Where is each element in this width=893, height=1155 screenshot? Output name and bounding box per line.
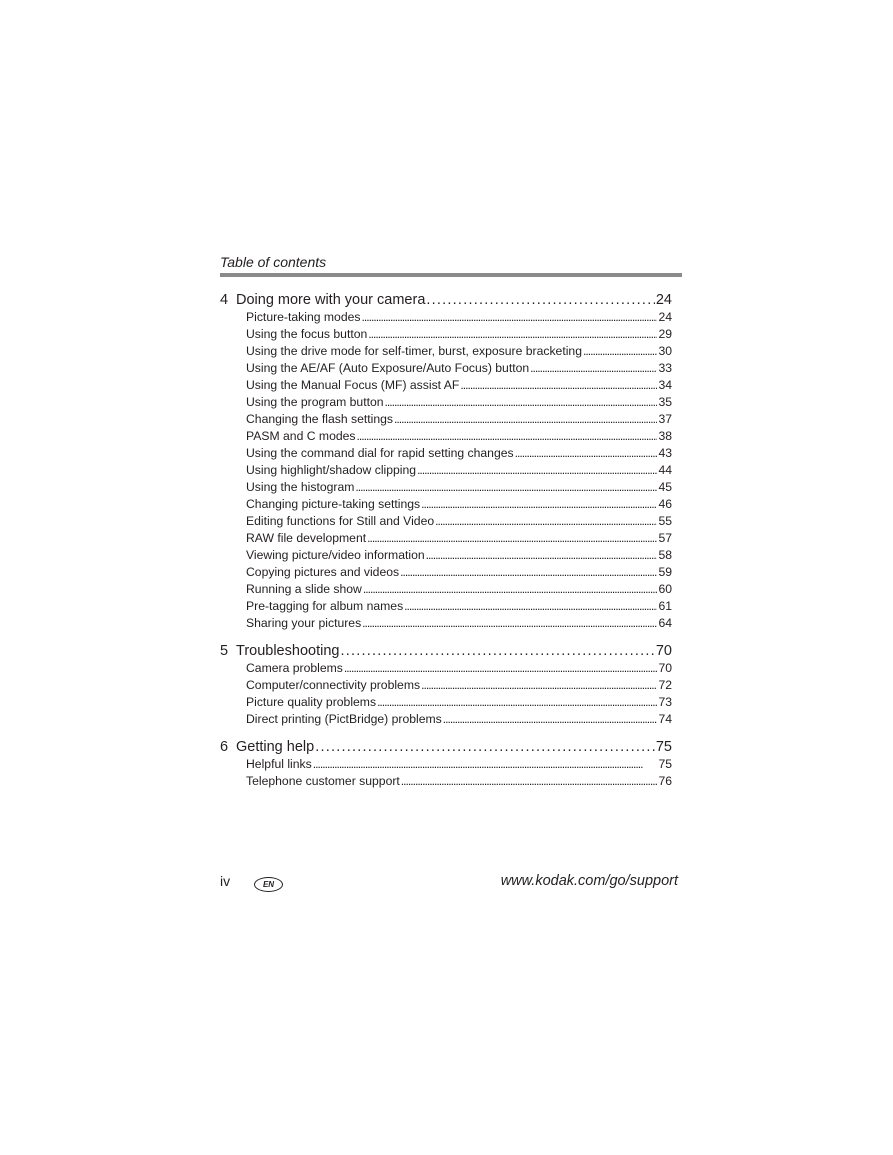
toc-entry-page-number: 29	[658, 327, 672, 341]
toc-entry-page-number: 70	[658, 661, 672, 675]
chapter-title: Getting help	[236, 739, 315, 755]
toc-entry-title: Running a slide show	[246, 582, 362, 596]
toc-entry-page-number: 64	[658, 616, 672, 630]
chapter-number: 6	[220, 739, 229, 755]
toc-entry-page-number: 57	[658, 531, 672, 545]
dot-leader	[401, 773, 658, 790]
toc-entry-title: Pre-tagging for album names	[246, 599, 404, 613]
toc-entry-title: Using the Manual Focus (MF) assist AF	[246, 378, 460, 392]
dot-leader	[368, 326, 657, 343]
toc-entry-page-number: 59	[658, 565, 672, 579]
dot-leader	[426, 291, 654, 310]
dot-leader	[515, 445, 658, 462]
toc-entry-page-number: 73	[658, 695, 672, 709]
toc-entry[interactable]	[220, 377, 672, 394]
chapter-page-number: 75	[655, 739, 672, 755]
toc-entry-page-number: 44	[658, 463, 672, 477]
dot-leader	[443, 711, 658, 728]
toc-chapter	[220, 642, 672, 728]
toc-entry-page-number: 33	[658, 361, 672, 375]
dot-leader	[426, 547, 658, 564]
chapter-title: Doing more with your camera	[236, 292, 426, 308]
toc-entry[interactable]	[220, 598, 672, 615]
toc-chapter-heading[interactable]	[220, 291, 672, 310]
toc-entry[interactable]	[220, 445, 672, 462]
toc-entry-title: Changing the flash settings	[246, 412, 394, 426]
toc-entry-page-number: 24	[658, 310, 672, 324]
toc-entry[interactable]	[220, 411, 672, 428]
toc-entry[interactable]	[220, 326, 672, 343]
toc-entry[interactable]	[220, 513, 672, 530]
toc-entry-title: Picture quality problems	[246, 695, 377, 709]
toc-entry-page-number: 72	[658, 678, 672, 692]
toc-entry-page-number: 38	[658, 429, 672, 443]
toc-entry-title: Using the drive mode for self-timer, burst, exposure bracketing	[246, 344, 582, 358]
dot-leader	[385, 394, 658, 411]
dot-leader	[344, 660, 658, 677]
toc-entry-page-number: 75	[658, 757, 672, 771]
toc-entry-page-number: 74	[658, 712, 672, 726]
toc-entry-page-number: 45	[658, 480, 672, 494]
dot-leader	[367, 530, 657, 547]
toc-entry-page-number: 46	[658, 497, 672, 511]
dot-leader	[313, 756, 658, 773]
dot-leader	[377, 694, 657, 711]
toc-entry-title: Copying pictures and videos	[246, 565, 400, 579]
toc-entry-title: Picture-taking modes	[246, 310, 361, 324]
toc-entry[interactable]	[220, 756, 672, 773]
dot-leader	[435, 513, 657, 530]
dot-leader	[460, 377, 657, 394]
toc-chapter	[220, 291, 672, 632]
toc-entry-title: Computer/connectivity problems	[246, 678, 421, 692]
chapter-page-number: 24	[655, 292, 672, 308]
dot-leader	[530, 360, 657, 377]
dot-leader	[404, 598, 657, 615]
toc-entry-title: Telephone customer support	[246, 774, 400, 788]
toc-entry-page-number: 35	[658, 395, 672, 409]
toc-entry[interactable]	[220, 309, 672, 326]
dot-leader	[421, 677, 657, 694]
dot-leader	[362, 615, 657, 632]
toc-entry-page-number: 43	[658, 446, 672, 460]
chapter-number: 5	[220, 643, 229, 659]
toc-entry[interactable]	[220, 677, 672, 694]
dot-leader	[361, 309, 657, 326]
toc-entry[interactable]	[220, 711, 672, 728]
header-rule	[220, 273, 682, 277]
chapter-title: Troubleshooting	[236, 643, 340, 659]
toc-entry-title: Using highlight/shadow clipping	[246, 463, 417, 477]
toc-entry[interactable]	[220, 773, 672, 790]
toc-entry[interactable]	[220, 360, 672, 377]
toc-entry-page-number: 55	[658, 514, 672, 528]
dot-leader	[340, 642, 654, 661]
toc-entry[interactable]	[220, 343, 672, 360]
toc-entry[interactable]	[220, 479, 672, 496]
toc-entry-page-number: 76	[658, 774, 672, 788]
toc-entry-title: Using the program button	[246, 395, 384, 409]
toc-chapter	[220, 738, 672, 790]
toc-entry-title: Using the focus button	[246, 327, 368, 341]
toc-entry[interactable]	[220, 462, 672, 479]
toc-entry-title: Using the histogram	[246, 480, 355, 494]
dot-leader	[394, 411, 657, 428]
toc-entry-page-number: 61	[658, 599, 672, 613]
toc-entry-page-number: 60	[658, 582, 672, 596]
toc-entry-title: Changing picture-taking settings	[246, 497, 421, 511]
toc-entry-title: Editing functions for Still and Video	[246, 514, 435, 528]
toc-entry[interactable]	[220, 615, 672, 632]
toc-entry-title: Viewing picture/video information	[246, 548, 425, 562]
toc-chapter-heading[interactable]	[220, 642, 672, 661]
toc-entry[interactable]	[220, 428, 672, 445]
dot-leader	[583, 343, 657, 360]
toc-entry[interactable]	[220, 660, 672, 677]
dot-leader	[417, 462, 657, 479]
toc-entry[interactable]	[220, 564, 672, 581]
toc-entry-page-number: 58	[658, 548, 672, 562]
dot-leader	[315, 738, 655, 757]
toc-entry[interactable]	[220, 496, 672, 513]
toc-entry-page-number: 30	[658, 344, 672, 358]
dot-leader	[363, 581, 658, 598]
toc-entry-title: Direct printing (PictBridge) problems	[246, 712, 442, 726]
toc-entry[interactable]	[220, 694, 672, 711]
toc-entry-page-number: 37	[658, 412, 672, 426]
toc-entry-title: PASM and C modes	[246, 429, 356, 443]
toc-entry[interactable]	[220, 394, 672, 411]
toc-entry[interactable]	[220, 530, 672, 547]
dot-leader	[400, 564, 657, 581]
toc-entry-title: Helpful links	[246, 757, 312, 771]
toc-entry-title: Using the command dial for rapid setting changes	[246, 446, 514, 460]
toc-entry-title: Sharing your pictures	[246, 616, 362, 630]
footer-page-number: iv	[220, 873, 231, 889]
footer-url: www.kodak.com/go/support	[500, 873, 678, 889]
toc-chapter-heading[interactable]	[220, 738, 672, 757]
running-head: Table of contents	[220, 254, 327, 270]
chapter-number: 4	[220, 292, 229, 308]
toc-entry-page-number: 34	[658, 378, 672, 392]
toc-entry-title: Camera problems	[246, 661, 343, 675]
toc-entry-title: RAW file development	[246, 531, 367, 545]
toc-entry[interactable]	[220, 547, 672, 564]
dot-leader	[355, 479, 657, 496]
dot-leader	[421, 496, 657, 513]
language-badge: EN	[254, 877, 283, 892]
chapter-page-number: 70	[655, 643, 672, 659]
dot-leader	[357, 428, 658, 445]
toc-entry-title: Using the AE/AF (Auto Exposure/Auto Focus) button	[246, 361, 530, 375]
table-of-contents	[220, 291, 672, 800]
toc-entry[interactable]	[220, 581, 672, 598]
